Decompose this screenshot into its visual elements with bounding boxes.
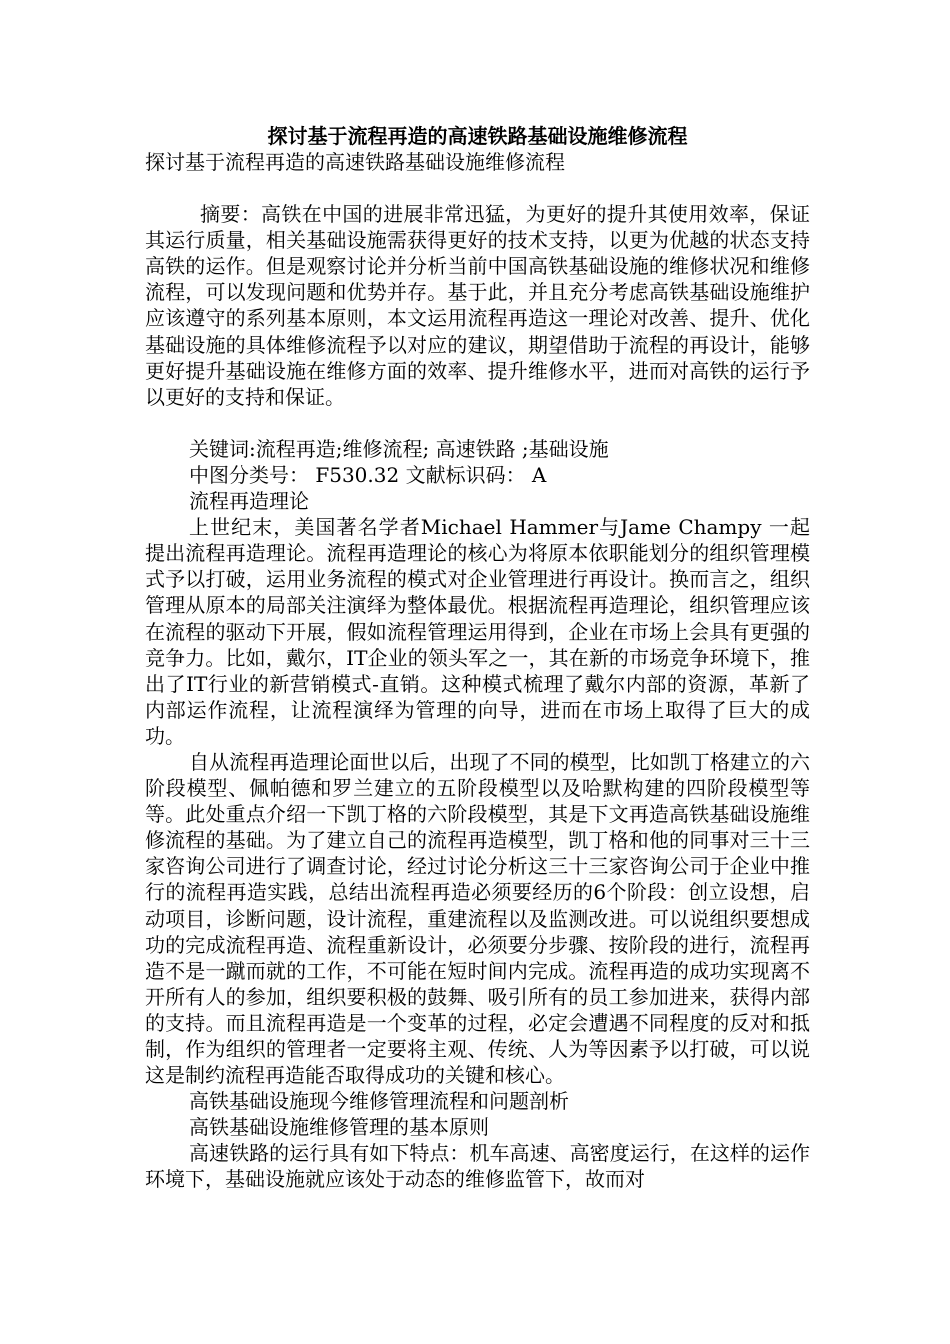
body-paragraph-1: 上世纪末，美国著名学者Michael Hammer与Jame Champy 一起提出流程再造理论。流程再造理论的核心为将原本依职能划分的组织管理模式予以打破，运用业务流程的模式对企业管理进行再设计。换而言之，组织管理从原本的局部关注演绎为整体最优。根据流程再造理论，组织管理应该在流程的驱动下开展，假如流程管理运用得到，企业在市场上会具有更强的竞争力。比如，戴尔，IT企业的领头军之一，其在新的市场竞争环境下，推出了IT行业的新营销模式-直销。这种模式梳理了戴尔内部的资源，革新了内部运作流程，让流程演绎为管理的向导，进而在市场上取得了巨大的成功。 xyxy=(145,515,810,748)
body-paragraph-3: 高速铁路的运行具有如下特点：机车高速、高密度运行，在这样的运作环境下，基础设施就应该处于动态的维修监管下，故而对 xyxy=(145,1141,810,1192)
section-heading-maintenance: 高铁基础设施现今维修管理流程和问题剖析 xyxy=(189,1089,569,1114)
subsection-heading-principles: 高铁基础设施维修管理的基本原则 xyxy=(189,1115,489,1140)
classification-line: 中图分类号： F530.32 文献标识码： A xyxy=(189,462,547,487)
section-heading-theory: 流程再造理论 xyxy=(189,489,309,514)
document-body xyxy=(145,123,810,1193)
abstract-paragraph: 摘要：高铁在中国的进展非常迅猛，为更好的提升其使用效率，保证其运行质量，相关基础设施需获得更好的技术支持，以更为优越的状态支持高铁的运作。但是观察讨论并分析当前中国高铁基础设施的维修状况和维修流程，可以发现问题和优势并存。基于此，并且充分考虑高铁基础设施维护应该遵守的系列基本原则，本文运用流程再造这一理论对改善、提升、优化基础设施的具体维修流程予以对应的建议，期望借助于流程的再设计，能够更好提升基础设施在维修方面的效率、提升维修水平，进而对高铁的运行予以更好的支持和保证。 xyxy=(145,202,810,409)
document-subtitle: 探讨基于流程再造的高速铁路基础设施维修流程 xyxy=(145,150,565,174)
keywords-line: 关键词:流程再造;维修流程; 高速铁路 ;基础设施 xyxy=(189,436,609,461)
blank-line xyxy=(145,175,810,201)
body-paragraph-2: 自从流程再造理论面世以后，出现了不同的模型，比如凯丁格建立的六阶段模型、佩帕德和罗兰建立的五阶段模型以及哈默构建的四阶段模型等等。此处重点介绍一下凯丁格的六阶段模型，其是下文再造高铁基础设施维修流程的基础。为了建立自己的流程再造模型，凯丁格和他的同事对三十三家咨询公司进行了调查讨论，经过讨论分析这三十三家咨询公司于企业中推行的流程再造实践，总结出流程再造必须要经历的6个阶段：创立设想，启动项目，诊断问题，设计流程，重建流程以及监测改进。可以说组织要想成功的完成流程再造、流程重新设计，必须要分步骤、按阶段的进行，流程再造不是一蹴而就的工作，不可能在短时间内完成。流程再造的成功实现离不开所有人的参加，组织要积极的鼓舞、吸引所有的员工参加进来，获得内部的支持。而且流程再造是一个变革的过程，必定会遭遇不同程度的反对和抵制，作为组织的管理者一定要将主观、传统、人为等因素予以打破，可以说这是制约流程再造能否取得成功的关键和核心。 xyxy=(145,749,810,1088)
document-title: 探讨基于流程再造的高速铁路基础设施维修流程 xyxy=(267,124,688,148)
blank-line xyxy=(145,410,810,436)
